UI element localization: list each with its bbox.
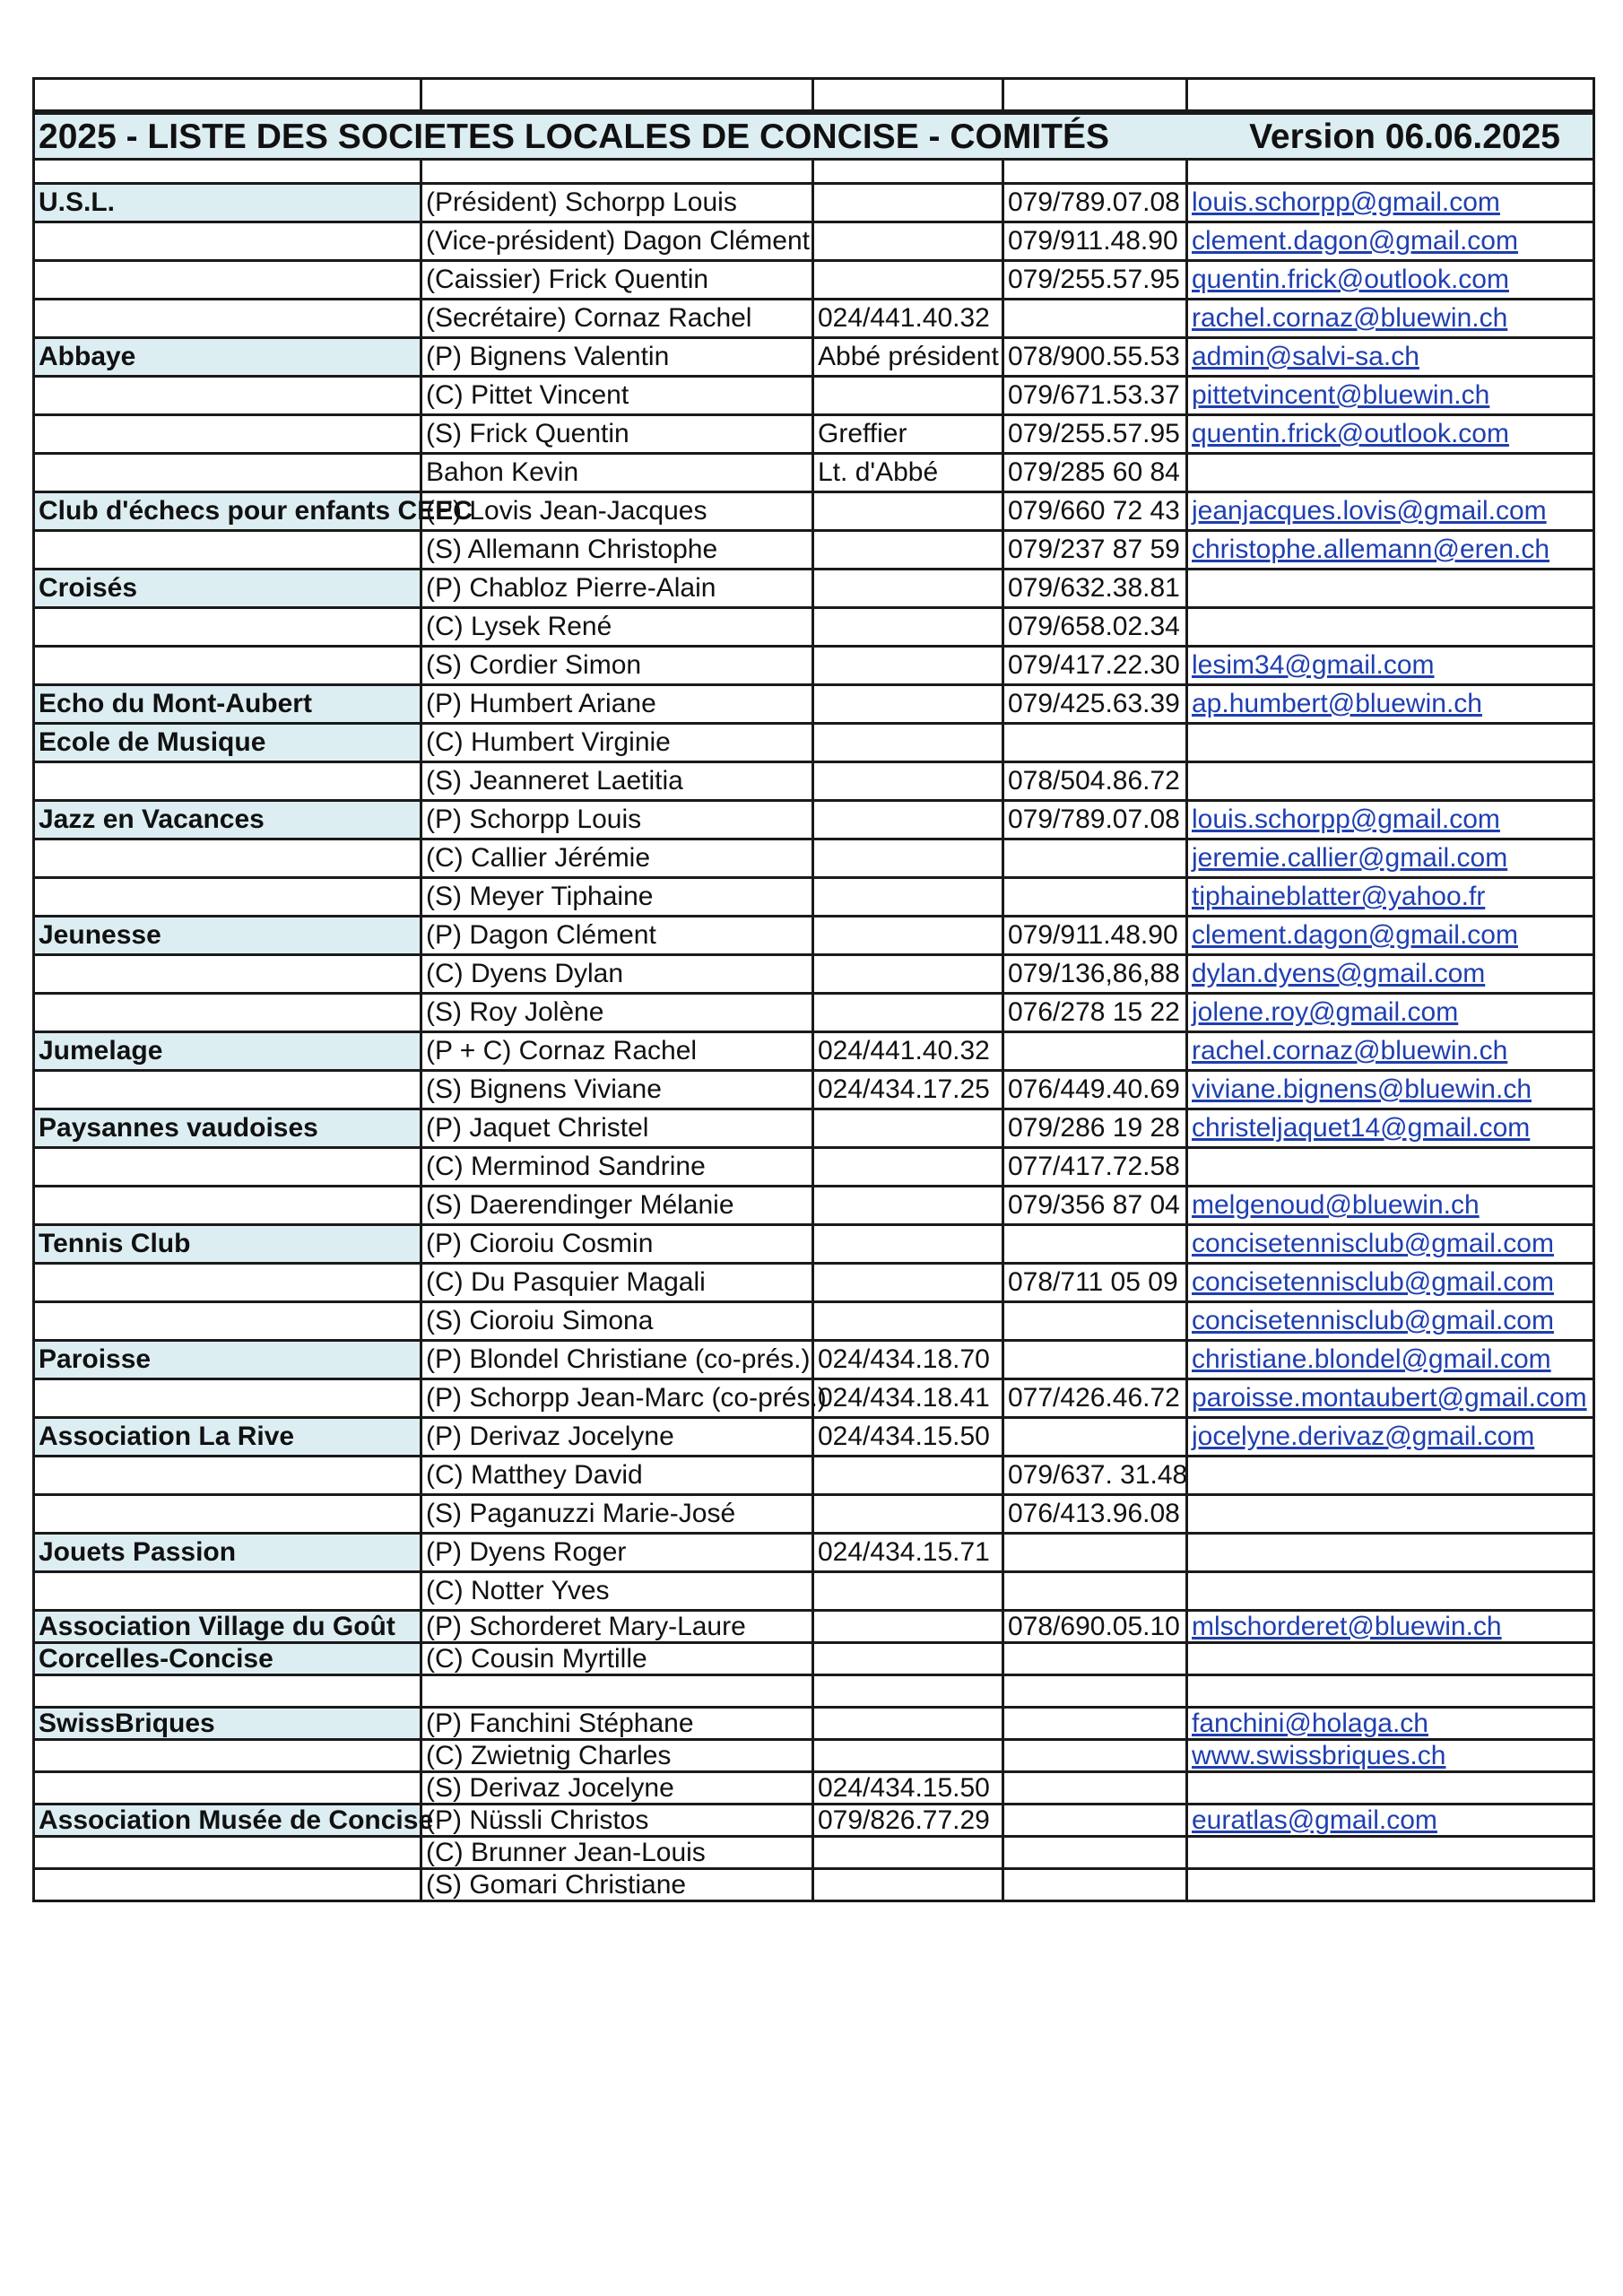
email-cell (1187, 1457, 1594, 1495)
org-cell (34, 1302, 421, 1341)
table-row (34, 1148, 1594, 1187)
email-cell[interactable]: jocelyne.derivaz@gmail.com (1187, 1418, 1594, 1457)
phone-cell (1003, 1225, 1187, 1264)
phone-cell: 076/278 15 22 (1003, 994, 1187, 1032)
email-cell[interactable]: louis.schorpp@gmail.com (1187, 801, 1594, 839)
table-row (34, 1869, 1594, 1901)
person-cell: (C) Pittet Vincent (421, 377, 813, 415)
person-cell: (P) Lovis Jean-Jacques (421, 492, 813, 531)
org-cell: Jeunesse (34, 917, 421, 955)
org-cell: Association La Rive (34, 1418, 421, 1457)
person-cell: (C) Lysek René (421, 608, 813, 647)
table-row (34, 955, 1594, 994)
role-cell (813, 1572, 1003, 1611)
phone-cell: 079/255.57.95 (1003, 261, 1187, 300)
table-row (34, 1187, 1594, 1225)
role-cell: 024/434.15.71 (813, 1534, 1003, 1572)
org-cell: Croisés (34, 570, 421, 608)
table-row (34, 1805, 1594, 1837)
phone-cell: 077/417.72.58 (1003, 1148, 1187, 1187)
org-cell (34, 762, 421, 801)
role-cell: 024/434.15.50 (813, 1772, 1003, 1805)
table-row (34, 377, 1594, 415)
person-cell: (P) Blondel Christiane (co-prés.) (421, 1341, 813, 1379)
person-cell: (P) Dagon Clément (421, 917, 813, 955)
org-cell: Jouets Passion (34, 1534, 421, 1572)
phone-cell: 077/426.46.72 (1003, 1379, 1187, 1418)
phone-cell: 078/900.55.53 (1003, 338, 1187, 377)
role-cell (813, 222, 1003, 261)
phone-cell: 078/504.86.72 (1003, 762, 1187, 801)
table-row (34, 1772, 1594, 1805)
phone-cell (1003, 1032, 1187, 1071)
org-cell (34, 377, 421, 415)
role-cell (813, 724, 1003, 762)
org-cell (34, 878, 421, 917)
table-row (34, 338, 1594, 377)
phone-cell: 079/425.63.39 (1003, 685, 1187, 724)
table-row (34, 878, 1594, 917)
person-cell: (P + C) Cornaz Rachel (421, 1032, 813, 1071)
phone-cell: 079/136,86,88 (1003, 955, 1187, 994)
phone-cell: 079/255.57.95 (1003, 415, 1187, 454)
phone-cell (1003, 1341, 1187, 1379)
email-cell[interactable]: christophe.allemann@eren.ch (1187, 531, 1594, 570)
person-cell: (C) Zwietnig Charles (421, 1740, 813, 1772)
phone-cell (1003, 839, 1187, 878)
org-cell (34, 222, 421, 261)
email-cell (1187, 1869, 1594, 1901)
org-cell: Echo du Mont-Aubert (34, 685, 421, 724)
org-cell: Paysannes vaudoises (34, 1109, 421, 1148)
email-cell[interactable]: tiphaineblatter@yahoo.fr (1187, 878, 1594, 917)
table-row (34, 1837, 1594, 1869)
role-cell (813, 1225, 1003, 1264)
table-row (34, 570, 1594, 608)
role-cell: Greffier (813, 415, 1003, 454)
person-cell: (P) Chabloz Pierre-Alain (421, 570, 813, 608)
role-cell (813, 1643, 1003, 1675)
role-cell: 024/434.18.70 (813, 1341, 1003, 1379)
person-cell: (C) Notter Yves (421, 1572, 813, 1611)
role-cell (813, 184, 1003, 222)
role-cell (813, 261, 1003, 300)
person-cell: (S) Paganuzzi Marie-José (421, 1495, 813, 1534)
phone-cell: 079/285 60 84 (1003, 454, 1187, 492)
person-cell: (Vice-président) Dagon Clément (421, 222, 813, 261)
table-row (34, 300, 1594, 338)
role-cell (813, 492, 1003, 531)
org-cell: Abbaye (34, 338, 421, 377)
org-cell (34, 647, 421, 685)
person-cell: (P) Bignens Valentin (421, 338, 813, 377)
role-cell: Abbé président (813, 338, 1003, 377)
committee-table (32, 77, 1595, 1902)
org-cell (34, 955, 421, 994)
email-cell[interactable]: euratlas@gmail.com (1187, 1805, 1594, 1837)
email-cell[interactable]: pittetvincent@bluewin.ch (1187, 377, 1594, 415)
person-cell: (S) Daerendinger Mélanie (421, 1187, 813, 1225)
person-cell: (C) Merminod Sandrine (421, 1148, 813, 1187)
role-cell: Lt. d'Abbé (813, 454, 1003, 492)
phone-cell: 079/632.38.81 (1003, 570, 1187, 608)
table-row (34, 917, 1594, 955)
org-cell: U.S.L. (34, 184, 421, 222)
email-cell (1187, 724, 1594, 762)
phone-cell: 079/671.53.37 (1003, 377, 1187, 415)
role-cell (813, 1495, 1003, 1534)
role-cell (813, 685, 1003, 724)
role-cell: 079/826.77.29 (813, 1805, 1003, 1837)
person-cell: (S) Bignens Viviane (421, 1071, 813, 1109)
phone-cell (1003, 300, 1187, 338)
email-cell[interactable]: dylan.dyens@gmail.com (1187, 955, 1594, 994)
email-cell (1187, 1534, 1594, 1572)
table-top-row (34, 79, 1594, 113)
role-cell (813, 1708, 1003, 1740)
role-cell (813, 1187, 1003, 1225)
email-cell (1187, 454, 1594, 492)
email-cell (1187, 1572, 1594, 1611)
role-cell (813, 1611, 1003, 1643)
person-cell: (Secrétaire) Cornaz Rachel (421, 300, 813, 338)
phone-cell: 078/711 05 09 (1003, 1264, 1187, 1302)
role-cell (813, 994, 1003, 1032)
table-row (34, 1708, 1594, 1740)
org-cell (34, 1071, 421, 1109)
email-cell[interactable]: concisetennisclub@gmail.com (1187, 1225, 1594, 1264)
person-cell: (C) Dyens Dylan (421, 955, 813, 994)
table-row (34, 1302, 1594, 1341)
org-cell (34, 1495, 421, 1534)
phone-cell: 076/449.40.69 (1003, 1071, 1187, 1109)
org-cell (34, 1187, 421, 1225)
phone-cell (1003, 1837, 1187, 1869)
org-cell (34, 1740, 421, 1772)
org-cell: Association Village du Goût (34, 1611, 421, 1643)
email-cell[interactable]: quentin.frick@outlook.com (1187, 261, 1594, 300)
phone-cell (1003, 724, 1187, 762)
phone-cell: 079/237 87 59 (1003, 531, 1187, 570)
role-cell (813, 1109, 1003, 1148)
role-cell (813, 1837, 1003, 1869)
role-cell (813, 1302, 1003, 1341)
org-cell: Jumelage (34, 1032, 421, 1071)
org-cell (34, 608, 421, 647)
org-cell (34, 994, 421, 1032)
role-cell (813, 955, 1003, 994)
phone-cell (1003, 1675, 1187, 1708)
person-cell: Bahon Kevin (421, 454, 813, 492)
phone-cell: 078/690.05.10 (1003, 1611, 1187, 1643)
role-cell (813, 839, 1003, 878)
person-cell: (P) Fanchini Stéphane (421, 1708, 813, 1740)
email-cell (1187, 1495, 1594, 1534)
table-row (34, 1611, 1594, 1643)
org-cell (34, 1675, 421, 1708)
committee-list-sheet (32, 77, 1593, 1902)
role-cell: 024/434.18.41 (813, 1379, 1003, 1418)
org-cell: Jazz en Vacances (34, 801, 421, 839)
org-cell (34, 415, 421, 454)
email-cell[interactable]: rachel.cornaz@bluewin.ch (1187, 300, 1594, 338)
person-cell: (C) Du Pasquier Magali (421, 1264, 813, 1302)
phone-cell (1003, 1643, 1187, 1675)
table-row (34, 1418, 1594, 1457)
email-cell[interactable]: jeremie.callier@gmail.com (1187, 839, 1594, 878)
table-row (34, 415, 1594, 454)
person-cell: (S) Gomari Christiane (421, 1869, 813, 1901)
org-cell: Tennis Club (34, 1225, 421, 1264)
phone-cell: 079/911.48.90 (1003, 222, 1187, 261)
person-cell: (Caissier) Frick Quentin (421, 261, 813, 300)
version-label: Version 06.06.2025 (1187, 112, 1594, 160)
org-cell: Association Musée de Concise (34, 1805, 421, 1837)
email-cell[interactable]: louis.schorpp@gmail.com (1187, 184, 1594, 222)
table-row (34, 492, 1594, 531)
person-cell: (P) Cioroiu Cosmin (421, 1225, 813, 1264)
table-row (34, 454, 1594, 492)
person-cell: (S) Roy Jolène (421, 994, 813, 1032)
org-cell (34, 531, 421, 570)
person-cell: (C) Matthey David (421, 1457, 813, 1495)
table-row (34, 1740, 1594, 1772)
table-row (34, 1643, 1594, 1675)
email-cell (1187, 1148, 1594, 1187)
role-cell (813, 531, 1003, 570)
person-cell: (P) Nüssli Christos (421, 1805, 813, 1837)
table-row (34, 762, 1594, 801)
person-cell: (C) Cousin Myrtille (421, 1643, 813, 1675)
role-cell (813, 1740, 1003, 1772)
person-cell: (S) Derivaz Jocelyne (421, 1772, 813, 1805)
title-row (34, 112, 1594, 160)
org-cell (34, 454, 421, 492)
role-cell: 024/441.40.32 (813, 300, 1003, 338)
org-cell: Ecole de Musique (34, 724, 421, 762)
email-cell[interactable]: rachel.cornaz@bluewin.ch (1187, 1032, 1594, 1071)
person-cell: (P) Derivaz Jocelyne (421, 1418, 813, 1457)
org-cell (34, 1264, 421, 1302)
person-cell: (S) Cioroiu Simona (421, 1302, 813, 1341)
role-cell: 024/441.40.32 (813, 1032, 1003, 1071)
person-cell: (C) Humbert Virginie (421, 724, 813, 762)
person-cell: (P) Humbert Ariane (421, 685, 813, 724)
email-cell (1187, 570, 1594, 608)
phone-cell: 079/356 87 04 (1003, 1187, 1187, 1225)
person-cell: (S) Jeanneret Laetitia (421, 762, 813, 801)
person-cell: (S) Meyer Tiphaine (421, 878, 813, 917)
role-cell (813, 1675, 1003, 1708)
email-cell (1187, 1675, 1594, 1708)
table-row (34, 1495, 1594, 1534)
phone-cell (1003, 878, 1187, 917)
email-cell[interactable]: mlschorderet@bluewin.ch (1187, 1611, 1594, 1643)
email-cell[interactable]: quentin.frick@outlook.com (1187, 415, 1594, 454)
table-row (34, 839, 1594, 878)
phone-cell (1003, 1869, 1187, 1901)
org-cell (34, 1869, 421, 1901)
person-cell: (P) Dyens Roger (421, 1534, 813, 1572)
table-row (34, 801, 1594, 839)
phone-cell (1003, 1572, 1187, 1611)
role-cell (813, 878, 1003, 917)
table-row (34, 994, 1594, 1032)
table-row (34, 222, 1594, 261)
phone-cell (1003, 1708, 1187, 1740)
phone-cell: 079/286 19 28 (1003, 1109, 1187, 1148)
email-cell (1187, 762, 1594, 801)
role-cell (813, 377, 1003, 415)
role-cell: 024/434.15.50 (813, 1418, 1003, 1457)
person-cell: (Président) Schorpp Louis (421, 184, 813, 222)
person-cell: (S) Cordier Simon (421, 647, 813, 685)
person-cell: (C) Callier Jérémie (421, 839, 813, 878)
email-cell (1187, 1643, 1594, 1675)
table-row (34, 1457, 1594, 1495)
email-cell[interactable]: fanchini@holaga.ch (1187, 1708, 1594, 1740)
table-row (34, 1534, 1594, 1572)
person-cell: (C) Brunner Jean-Louis (421, 1837, 813, 1869)
email-cell (1187, 608, 1594, 647)
email-cell (1187, 1772, 1594, 1805)
org-cell: SwissBriques (34, 1708, 421, 1740)
role-cell (813, 1148, 1003, 1187)
phone-cell: 079/911.48.90 (1003, 917, 1187, 955)
email-cell[interactable]: christeljaquet14@gmail.com (1187, 1109, 1594, 1148)
role-cell (813, 1264, 1003, 1302)
person-cell: (S) Allemann Christophe (421, 531, 813, 570)
role-cell (813, 1869, 1003, 1901)
role-cell (813, 1457, 1003, 1495)
email-cell[interactable]: www.swissbriques.ch (1187, 1740, 1594, 1772)
page-title: 2025 - LISTE DES SOCIETES LOCALES DE CONCISE - COMITÉS (34, 112, 1187, 160)
table-row (34, 1032, 1594, 1071)
role-cell: 024/434.17.25 (813, 1071, 1003, 1109)
phone-cell (1003, 1534, 1187, 1572)
table-row (34, 1675, 1594, 1708)
phone-cell: 079/637. 31.48 (1003, 1457, 1187, 1495)
role-cell (813, 647, 1003, 685)
phone-cell: 079/417.22.30 (1003, 647, 1187, 685)
table-row (34, 1225, 1594, 1264)
email-cell[interactable]: admin@salvi-sa.ch (1187, 338, 1594, 377)
role-cell (813, 801, 1003, 839)
org-cell: Paroisse (34, 1341, 421, 1379)
email-cell[interactable]: jeanjacques.lovis@gmail.com (1187, 492, 1594, 531)
role-cell (813, 570, 1003, 608)
phone-cell: 079/789.07.08 (1003, 184, 1187, 222)
table-row (34, 647, 1594, 685)
org-cell (34, 300, 421, 338)
org-cell (34, 1457, 421, 1495)
email-cell[interactable]: melgenoud@bluewin.ch (1187, 1187, 1594, 1225)
org-cell (34, 1572, 421, 1611)
person-cell: (P) Schorpp Jean-Marc (co-prés.) (421, 1379, 813, 1418)
phone-cell (1003, 1740, 1187, 1772)
email-cell[interactable]: clement.dagon@gmail.com (1187, 222, 1594, 261)
phone-cell (1003, 1418, 1187, 1457)
phone-cell (1003, 1302, 1187, 1341)
table-row (34, 261, 1594, 300)
org-cell (34, 1772, 421, 1805)
org-cell (34, 1379, 421, 1418)
table-row (34, 1572, 1594, 1611)
person-cell: (S) Frick Quentin (421, 415, 813, 454)
person-cell: (P) Schorpp Louis (421, 801, 813, 839)
email-cell[interactable]: christiane.blondel@gmail.com (1187, 1341, 1594, 1379)
email-cell[interactable]: paroisse.montaubert@gmail.com (1187, 1379, 1594, 1418)
table-row (34, 608, 1594, 647)
table-row (34, 1341, 1594, 1379)
person-cell: (P) Jaquet Christel (421, 1109, 813, 1148)
phone-cell (1003, 1805, 1187, 1837)
email-cell[interactable]: concisetennisclub@gmail.com (1187, 1302, 1594, 1341)
email-cell[interactable]: clement.dagon@gmail.com (1187, 917, 1594, 955)
email-cell (1187, 1837, 1594, 1869)
org-cell: Club d'échecs pour enfants CEEC (34, 492, 421, 531)
table-row (34, 724, 1594, 762)
phone-cell: 079/658.02.34 (1003, 608, 1187, 647)
org-cell (34, 1148, 421, 1187)
email-cell[interactable]: jolene.roy@gmail.com (1187, 994, 1594, 1032)
phone-cell (1003, 1772, 1187, 1805)
table-row (34, 531, 1594, 570)
table-row (34, 685, 1594, 724)
email-cell[interactable]: concisetennisclub@gmail.com (1187, 1264, 1594, 1302)
phone-cell: 079/660 72 43 (1003, 492, 1187, 531)
table-row (34, 1264, 1594, 1302)
table-row (34, 1109, 1594, 1148)
table-row (34, 1071, 1594, 1109)
person-cell (421, 1675, 813, 1708)
table-row (34, 1379, 1594, 1418)
role-cell (813, 762, 1003, 801)
phone-cell: 076/413.96.08 (1003, 1495, 1187, 1534)
table-row (34, 184, 1594, 222)
spacer-row (34, 160, 1594, 184)
org-cell (34, 261, 421, 300)
email-cell[interactable]: ap.humbert@bluewin.ch (1187, 685, 1594, 724)
org-cell (34, 1837, 421, 1869)
role-cell (813, 608, 1003, 647)
role-cell (813, 917, 1003, 955)
phone-cell: 079/789.07.08 (1003, 801, 1187, 839)
email-cell[interactable]: lesim34@gmail.com (1187, 647, 1594, 685)
email-cell[interactable]: viviane.bignens@bluewin.ch (1187, 1071, 1594, 1109)
org-cell (34, 839, 421, 878)
person-cell: (P) Schorderet Mary-Laure (421, 1611, 813, 1643)
org-cell: Corcelles-Concise (34, 1643, 421, 1675)
